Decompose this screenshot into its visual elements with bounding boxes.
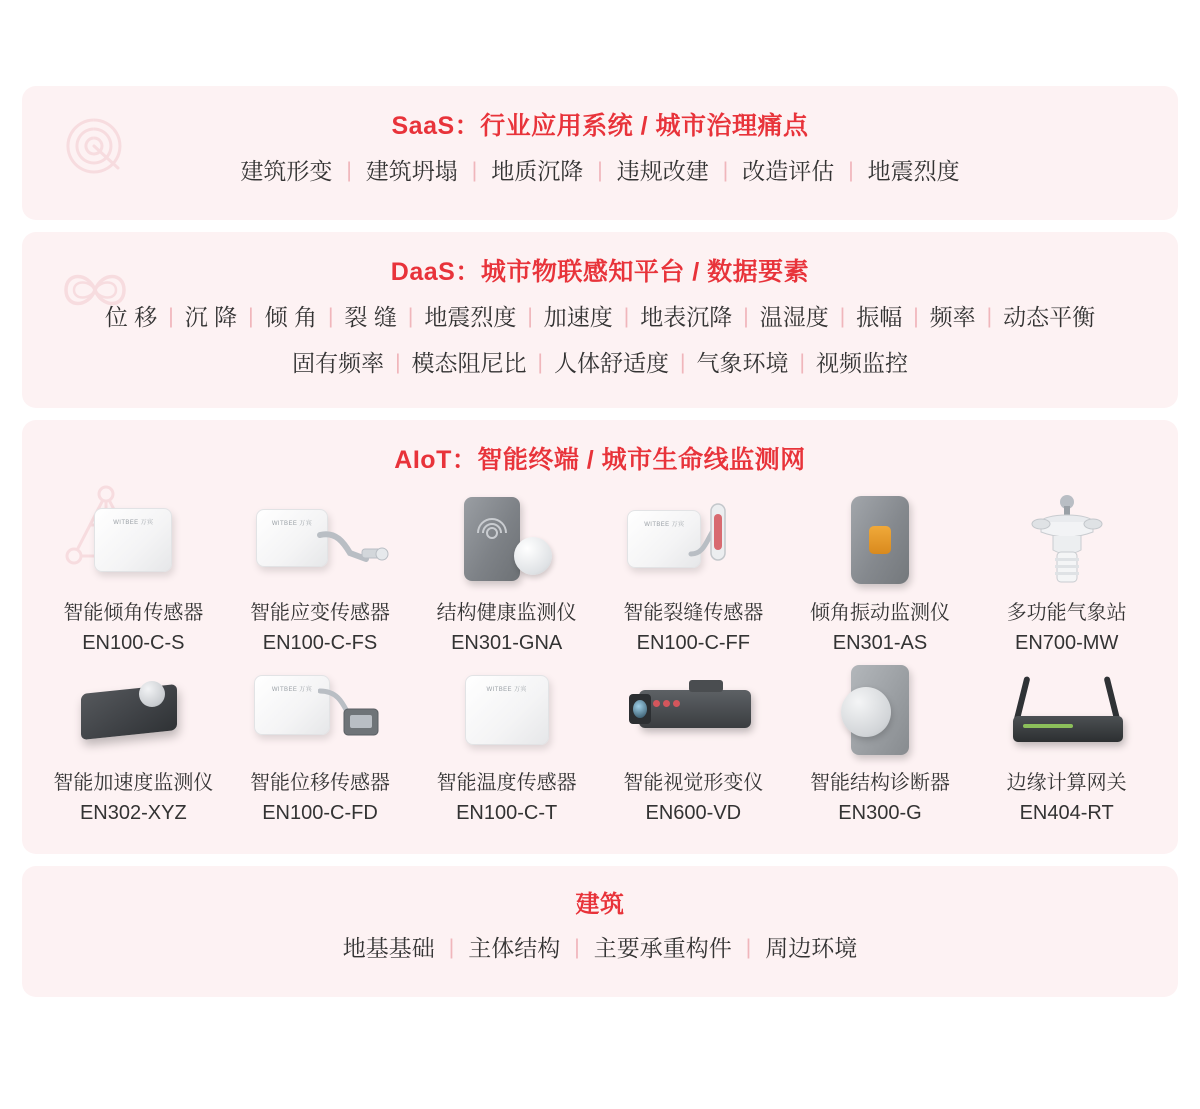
tag-item: 主体结构 xyxy=(468,935,561,961)
tag-item: 沉 降 xyxy=(184,304,238,330)
device-card[interactable] xyxy=(787,662,974,828)
strain-sensor-icon: WITBEE 万宾 xyxy=(245,492,395,588)
device-name: 智能位移传感器 xyxy=(249,772,390,794)
vibration-monitor-icon xyxy=(805,492,955,588)
device-name: 智能应变传感器 xyxy=(249,602,390,624)
temperature-sensor-icon: WITBEE 万宾 xyxy=(432,662,582,758)
device-model: EN302-XYZ xyxy=(79,802,187,824)
device-card[interactable] xyxy=(600,492,787,658)
tag-separator: | xyxy=(327,305,334,328)
weather-station-icon xyxy=(992,492,1142,588)
panel-daas xyxy=(22,232,1178,408)
device-card[interactable] xyxy=(227,492,414,658)
tag-separator: | xyxy=(168,305,174,328)
device-name: 智能裂缝传感器 xyxy=(623,602,764,624)
tag-separator: | xyxy=(623,305,630,328)
device-model: EN301-AS xyxy=(832,632,928,654)
device-name: 智能加速度监测仪 xyxy=(53,772,214,794)
tag-row-saas xyxy=(22,148,1178,194)
device-name: 智能温度传感器 xyxy=(436,772,577,794)
tag-separator: | xyxy=(597,159,603,182)
tag-item: 地震烈度 xyxy=(424,304,517,330)
panel-title-saas xyxy=(22,86,1178,148)
tag-item: 建筑形变 xyxy=(240,158,333,184)
panel-saas xyxy=(22,86,1178,220)
edge-gateway-icon xyxy=(992,662,1142,758)
tag-separator: | xyxy=(848,159,854,182)
device-name: 倾角振动监测仪 xyxy=(809,602,950,624)
tag-item: 振幅 xyxy=(856,304,903,330)
tag-item: 动态平衡 xyxy=(1003,304,1096,330)
panel-title-cn: 智能终端 / 城市生命线监测网 xyxy=(477,446,806,474)
tag-separator: | xyxy=(527,305,533,328)
tag-item: 地震烈度 xyxy=(867,158,960,184)
panel-title-aiot xyxy=(22,420,1178,482)
panel-aiot xyxy=(22,420,1178,854)
tag-separator: | xyxy=(395,351,401,374)
tag-row-daas-2 xyxy=(22,340,1178,386)
accelerometer-icon xyxy=(58,662,208,758)
device-card[interactable] xyxy=(40,662,227,828)
structure-diagnoser-icon xyxy=(805,662,955,758)
tag-separator: | xyxy=(537,351,543,374)
device-card[interactable] xyxy=(40,492,227,658)
device-grid xyxy=(22,482,1178,828)
tag-separator: | xyxy=(839,305,846,328)
panel-title-latin: AIoT： xyxy=(394,446,478,474)
device-model: EN100-C-T xyxy=(456,802,558,824)
crack-sensor-icon: WITBEE 万宾 xyxy=(618,492,768,588)
device-model: EN100-C-S xyxy=(82,632,185,654)
tag-item: 温湿度 xyxy=(759,304,829,330)
device-card[interactable] xyxy=(413,662,600,828)
device-name: 多功能气象站 xyxy=(1006,602,1127,624)
device-model: EN100-C-FS xyxy=(262,632,378,654)
device-card[interactable] xyxy=(413,492,600,658)
device-model: EN100-C-FF xyxy=(636,632,750,654)
tag-separator: | xyxy=(574,936,580,959)
device-model: EN301-GNA xyxy=(451,632,563,654)
tag-separator: | xyxy=(680,351,686,374)
panel-title-latin: SaaS： xyxy=(391,112,481,140)
tag-item: 地基基础 xyxy=(342,935,435,961)
panel-title-cn: 行业应用系统 / 城市治理痛点 xyxy=(480,112,809,140)
tag-item: 视频监控 xyxy=(815,350,908,376)
device-model: EN600-VD xyxy=(645,802,742,824)
tag-item: 裂 缝 xyxy=(344,304,397,330)
tag-item: 违规改建 xyxy=(616,158,709,184)
tag-separator: | xyxy=(346,159,352,182)
tag-separator: | xyxy=(722,159,729,182)
tag-separator: | xyxy=(471,159,478,182)
tag-item: 人体舒适度 xyxy=(554,350,669,376)
tag-item: 改造评估 xyxy=(742,158,835,184)
tag-item: 周边环境 xyxy=(765,935,858,961)
tag-item: 频率 xyxy=(929,304,976,330)
tag-separator: | xyxy=(407,305,414,328)
tag-row-daas-1 xyxy=(22,294,1178,340)
device-card[interactable] xyxy=(600,662,787,828)
panel-title-cn: 城市物联感知平台 / 数据要素 xyxy=(480,258,810,286)
device-name: 智能倾角传感器 xyxy=(63,602,204,624)
tilt-sensor-icon: WITBEE 万宾 xyxy=(58,492,208,588)
displacement-sensor-icon: WITBEE 万宾 xyxy=(245,662,395,758)
tag-item: 气象环境 xyxy=(696,350,789,376)
device-name: 边缘计算网关 xyxy=(1006,772,1127,794)
tag-item: 地表沉降 xyxy=(640,304,733,330)
tag-separator: | xyxy=(448,936,455,959)
panel-title-latin: DaaS： xyxy=(390,258,481,286)
tag-separator: | xyxy=(913,305,919,328)
device-card[interactable] xyxy=(973,662,1160,828)
panel-title-daas xyxy=(22,232,1178,294)
panel-title-building xyxy=(22,866,1178,925)
device-model: EN300-G xyxy=(838,802,922,824)
panel-title-cn: 建筑 xyxy=(575,891,625,918)
device-model: EN404-RT xyxy=(1019,802,1114,824)
tag-item: 模态阻尼比 xyxy=(411,350,527,376)
tag-row-building xyxy=(22,925,1178,971)
tag-item: 加速度 xyxy=(543,304,613,330)
tag-separator: | xyxy=(248,305,254,328)
vision-deformation-camera-icon xyxy=(618,662,768,758)
tag-separator: | xyxy=(986,305,993,328)
device-model: EN100-C-FD xyxy=(262,802,378,824)
device-name: 结构健康监测仪 xyxy=(436,602,577,624)
device-card[interactable] xyxy=(787,492,974,658)
tag-separator: | xyxy=(743,305,749,328)
tag-item: 倾 角 xyxy=(264,304,317,330)
tag-item: 固有频率 xyxy=(292,350,385,376)
device-name: 智能视觉形变仪 xyxy=(623,772,764,794)
tag-separator: | xyxy=(745,936,752,959)
tag-item: 地质沉降 xyxy=(491,158,584,184)
panel-building xyxy=(22,866,1178,997)
tag-item: 位 移 xyxy=(104,304,158,330)
structural-health-monitor-icon xyxy=(432,492,582,588)
device-name: 智能结构诊断器 xyxy=(809,772,950,794)
tag-separator: | xyxy=(799,351,805,374)
device-card[interactable] xyxy=(227,662,414,828)
device-card[interactable] xyxy=(973,492,1160,658)
device-model: EN700-MW xyxy=(1014,632,1119,654)
tag-item: 主要承重构件 xyxy=(593,935,732,961)
tag-item: 建筑坍塌 xyxy=(365,158,458,184)
